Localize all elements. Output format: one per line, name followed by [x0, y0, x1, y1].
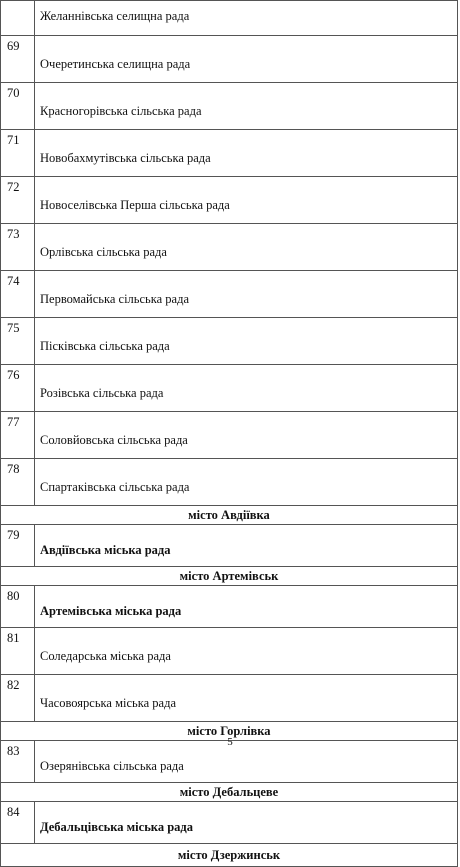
council-name: Красногорівська сільська рада — [35, 83, 458, 130]
table-row — [1, 83, 458, 130]
council-name: Соледарська міська рада — [35, 628, 458, 675]
row-number: 83 — [1, 741, 35, 783]
section-title-artemivsk: місто Артемівськ — [1, 567, 458, 586]
section-title-avdiivka: місто Авдіївка — [1, 506, 458, 525]
row-number: 69 — [1, 36, 35, 83]
table-row — [1, 318, 458, 365]
row-number: 72 — [1, 177, 35, 224]
table-row — [1, 271, 458, 318]
council-name: Соловйовська сільська рада — [35, 412, 458, 459]
council-name: Спартаківська сільська рада — [35, 459, 458, 506]
table-row — [1, 224, 458, 271]
row-number: 78 — [1, 459, 35, 506]
row-number: 73 — [1, 224, 35, 271]
row-number: 77 — [1, 412, 35, 459]
row-number: 82 — [1, 675, 35, 722]
table-row — [1, 525, 458, 567]
section-header — [1, 567, 458, 586]
table-row — [1, 130, 458, 177]
row-number: 84 — [1, 802, 35, 844]
table-row — [1, 459, 458, 506]
table-row — [1, 586, 458, 628]
table-row — [1, 412, 458, 459]
row-number: 70 — [1, 83, 35, 130]
council-name: Орлівська сільська рада — [35, 224, 458, 271]
council-name: Пісківська сільська рада — [35, 318, 458, 365]
table-row — [1, 36, 458, 83]
council-name: Розівська сільська рада — [35, 365, 458, 412]
row-number — [1, 1, 35, 36]
section-header — [1, 844, 458, 867]
council-name: Желаннівська селищна рада — [35, 1, 458, 36]
row-number: 81 — [1, 628, 35, 675]
table-row — [1, 365, 458, 412]
council-name: Новобахмутівська сільська рада — [35, 130, 458, 177]
page-number: 5 — [227, 736, 233, 748]
council-name: Артемівська міська рада — [35, 586, 458, 628]
row-number: 71 — [1, 130, 35, 177]
council-name: Авдіївська міська рада — [35, 525, 458, 567]
table-row — [1, 628, 458, 675]
section-title-dzerzhynsk: місто Дзержинськ — [1, 844, 458, 867]
council-name: Первомайська сільська рада — [35, 271, 458, 318]
row-number: 80 — [1, 586, 35, 628]
row-number: 74 — [1, 271, 35, 318]
table-row — [1, 177, 458, 224]
council-name: Новоселівська Перша сільська рада — [35, 177, 458, 224]
row-number: 76 — [1, 365, 35, 412]
table-row — [1, 675, 458, 722]
row-number: 75 — [1, 318, 35, 365]
council-name: Очеретинська селищна рада — [35, 36, 458, 83]
section-title-horlivka: місто Горлівка — [1, 722, 458, 741]
section-header — [1, 783, 458, 802]
council-name: Озерянівська сільська рада — [35, 741, 458, 783]
section-header — [1, 506, 458, 525]
section-title-debaltseve: місто Дебальцеве — [1, 783, 458, 802]
row-number: 79 — [1, 525, 35, 567]
council-name: Дебальцівська міська рада — [35, 802, 458, 844]
council-name: Часовоярська міська рада — [35, 675, 458, 722]
table-row — [1, 802, 458, 844]
table-row — [1, 1, 458, 36]
